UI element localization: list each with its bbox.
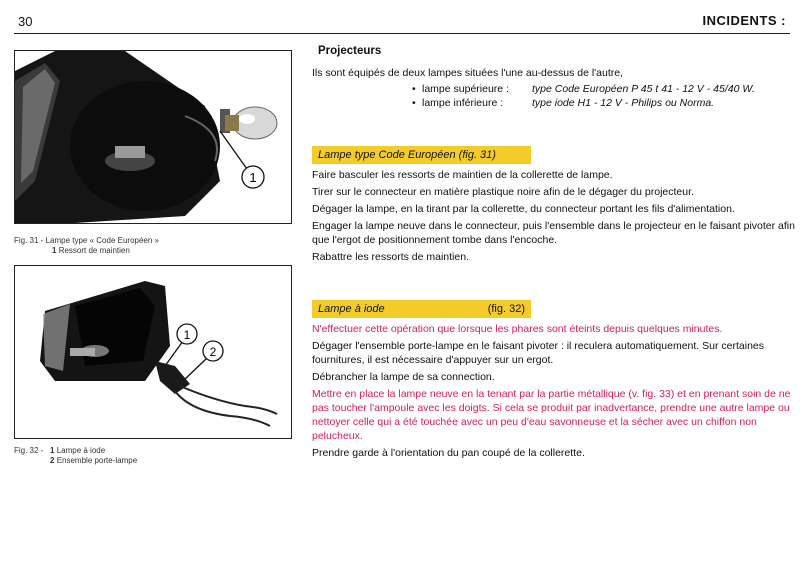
subsection-2-title: Lampe à iode [318, 303, 385, 315]
list-item: • lampe inférieure : type iode H1 - 12 V - Philips ou Norma. [412, 97, 715, 109]
figure-32-item-number: 1 [50, 446, 55, 455]
figure-32-item-number: 2 [50, 456, 55, 465]
figure-31-item-number: 1 [52, 246, 57, 255]
section-title: Projecteurs [318, 45, 382, 57]
figure-31-callout-1: 1 [249, 170, 257, 185]
paragraph: Faire basculer les ressorts de maintien de la collerette de lampe. [312, 169, 613, 181]
subsection-2-body [312, 322, 797, 460]
figure-31-caption-title: Fig. 31 - Lampe type « Code Européen » [14, 236, 159, 245]
subsection-2-fig-ref: (fig. 32) [487, 303, 525, 315]
figure-32-image [14, 265, 292, 439]
figure-32-callout-1: 1 [183, 328, 191, 342]
subsection-2-heading [312, 300, 531, 318]
paragraph: Prendre garde à l'orientation du pan coupé de la collerette. [312, 447, 585, 459]
subsection-1-heading [312, 146, 531, 164]
paragraph: Dégager l'ensemble porte-lampe en le faisant pivoter : il reculera automatiquement. Sur certaines fournitures, il est nécessaire d'appuyer sur un ergot. [312, 340, 764, 366]
bullet-value: type Code Européen P 45 t 41 - 12 V - 45/40 W. [532, 83, 755, 95]
header-rule [14, 33, 790, 34]
bullet-label: lampe supérieure : [422, 83, 509, 95]
bullet-label: lampe inférieure : [422, 97, 504, 109]
chapter-title: INCIDENTS : [702, 13, 786, 28]
bullet-list [412, 82, 797, 110]
paragraph: Rabattre les ressorts de maintien. [312, 251, 469, 263]
paragraph: Engager la lampe neuve dans le connecteur, puis l'ensemble dans le projecteur en le faisant pivoter afin que l'ergot de positionnement tombe dans l'encoche. [312, 220, 795, 246]
list-item: • lampe supérieure : type Code Européen P 45 t 41 - 12 V - 45/40 W. [412, 83, 755, 95]
figure-32-callout-2: 2 [209, 345, 217, 359]
subsection-1-body [312, 168, 797, 264]
figure-32-caption-title: Fig. 32 - [14, 446, 44, 455]
page-number: 30 [18, 14, 33, 29]
warning-text: N'effectuer cette opération que lorsque les phares sont éteints depuis quelques minutes. [312, 323, 723, 335]
intro-paragraph: Ils sont équipés de deux lampes situées l'une au-dessus de l'autre, [312, 67, 624, 79]
figure-32-item-label: Ensemble porte-lampe [56, 456, 138, 465]
paragraph: Dégager la lampe, en la tirant par la collerette, du connecteur portant les fils d'alimentation. [312, 203, 735, 215]
figure-31-caption [14, 236, 294, 256]
paragraph: Débrancher la lampe de sa connection. [312, 371, 495, 383]
figure-32-caption [14, 446, 294, 466]
subsection-1-title: Lampe type Code Européen (fig. 31) [318, 149, 496, 161]
paragraph-red: Mettre en place la lampe neuve en la tenant par la partie métallique (v. fig. 33) et en prenant soin de ne pas toucher l'ampoule avec les doigts. Si cela se produit par inadvertance, prendre une autre lampe ou nettoyer celle qui a été touchée avec un peu d'eau savonneuse et la sécher avec un chiffon non pelucheux. [312, 388, 791, 442]
figure-31-item-label: Ressort de maintien [58, 246, 130, 255]
figure-31-image [14, 50, 292, 224]
figure-32-item-label: Lampe à iode [56, 446, 106, 455]
bullet-value: type iode H1 - 12 V - Philips ou Norma. [532, 97, 715, 109]
paragraph: Tirer sur le connecteur en matière plastique noire afin de le dégager du projecteur. [312, 186, 694, 198]
